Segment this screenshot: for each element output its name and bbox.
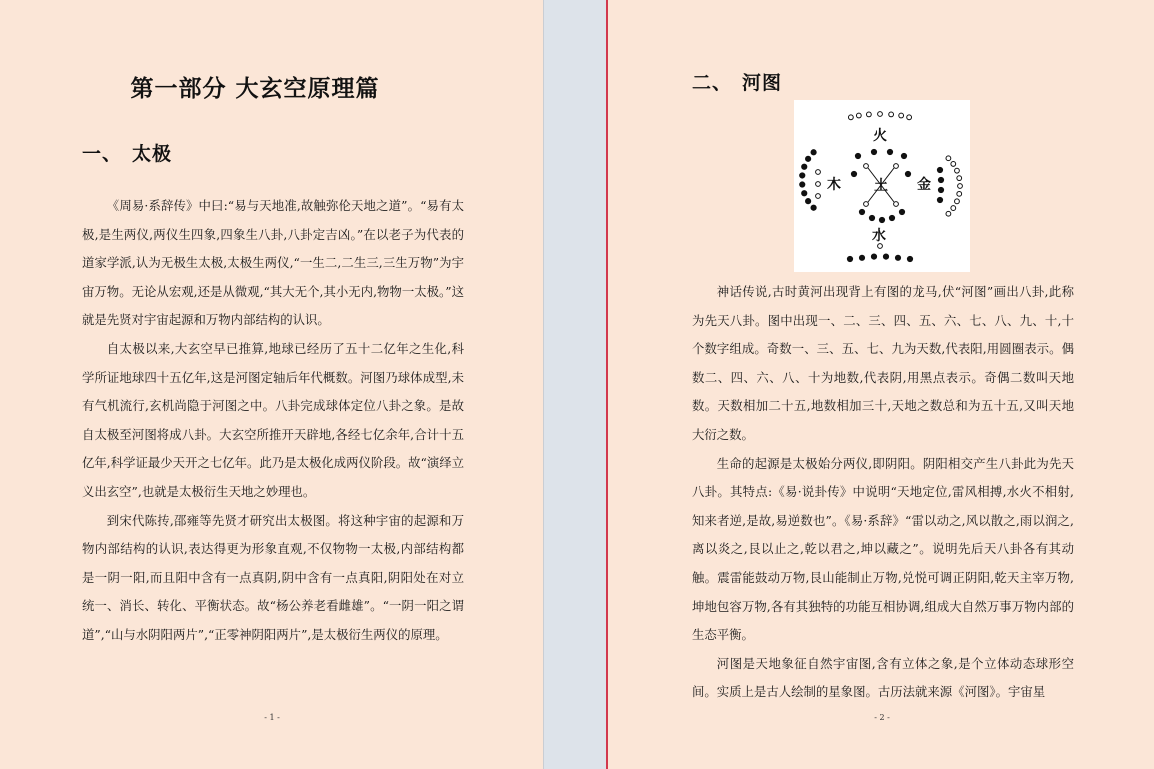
open-dot bbox=[864, 164, 869, 169]
filled-dot bbox=[851, 171, 856, 176]
page-number: - 2 - bbox=[874, 713, 890, 722]
paragraph: 神话传说,古时黄河出现背上有图的龙马,伏“河图”画出八卦,此称为先天八卦。图中出现一、二、三、四、五、六、七、八、九、十,十个数字组成。奇数一、三、五、七、九为天数,代表阳,用圆圈表示。偶数二、四、六、八、十为地数,代表阴,用黑点表示。奇偶二数叫天地数。天数相加二十五,地数相加三十,天地之数总和为五十五,又叫天地大衍之数。 bbox=[692, 284, 1074, 442]
filled-dot bbox=[905, 171, 910, 176]
filled-dot bbox=[855, 153, 860, 158]
open-dot bbox=[848, 115, 853, 120]
filled-dot bbox=[800, 182, 805, 187]
open-dot bbox=[946, 156, 951, 161]
open-dot bbox=[878, 112, 883, 117]
open-dot bbox=[878, 244, 883, 249]
section-heading-taiji bbox=[82, 139, 172, 166]
open-dot bbox=[951, 206, 956, 211]
open-dot bbox=[856, 113, 861, 118]
open-dot bbox=[957, 191, 962, 196]
filled-dot bbox=[859, 255, 864, 260]
part-title: 第一部分 大玄空原理篇 bbox=[130, 75, 380, 102]
paragraph: 生命的起源是太极始分两仪,即阴阳。阴阳相交产生八卦此为先天八卦。其特点:《易·说卦传》中说明“天地定位,雷风相搏,水火不相射,知来者逆,是故,易逆数也”。《易·系辞》“雷以动之,风以散之,雨以润之,离以炎之,艮以止之,乾以君之,坤以藏之”。说明先后天八卦各有其动触。震雷能鼓动万物,艮山能制止万物,兑悦可调正阴阳,乾天主宰万物,坤地包容万物,各有其独特的功能互相协调,组成大自然万事万物内部的生态平衡。 bbox=[692, 455, 1074, 643]
filled-dot bbox=[811, 150, 816, 155]
filled-dot bbox=[800, 173, 805, 178]
open-dot bbox=[907, 115, 912, 120]
paragraph: 到宋代陈抟,邵雍等先贤才研究出太极图。将这种宇宙的起源和万物内部结构的认识,表达得更为形象直观,不仅物物一太极,内部结构都是一阴一阳,而且阳中含有一点真阴,阴中含有一点真阳,阴阳处在对立统一、消长、转化、平衡状态。故“杨公养老看雌雄”。“一阴一阳之谓道”,“山与水阴阳两片”,“正零神阴阳两片”,是太极衍生两仪的原理。 bbox=[82, 512, 464, 642]
filled-dot bbox=[806, 199, 811, 204]
label-earth: 土 bbox=[874, 178, 888, 194]
filled-dot bbox=[938, 177, 943, 182]
body-text bbox=[82, 192, 464, 650]
paragraph: 河图是天地象征自然宇宙图,含有立体之象,是个立体动态球形空间。实质上是古人绘制的星象图。古历法就来源《河图》。宇宙星 bbox=[692, 655, 1074, 700]
hetu-diagram bbox=[794, 100, 970, 272]
open-dot bbox=[946, 211, 951, 216]
filled-dot bbox=[802, 191, 807, 196]
filled-dot bbox=[889, 215, 894, 220]
filled-dot bbox=[802, 164, 807, 169]
section-title: 河图 bbox=[742, 72, 783, 94]
section-number: 一、 bbox=[82, 143, 123, 165]
filled-dot bbox=[879, 217, 884, 222]
open-dot bbox=[899, 113, 904, 118]
open-dot bbox=[894, 164, 899, 169]
filled-dot bbox=[859, 209, 864, 214]
filled-dot bbox=[887, 149, 892, 154]
open-dot bbox=[816, 194, 821, 199]
open-dot bbox=[957, 176, 962, 181]
filled-dot bbox=[937, 197, 942, 202]
label-fire: 火 bbox=[873, 128, 887, 144]
filled-dot bbox=[883, 254, 888, 259]
filled-dot bbox=[899, 209, 904, 214]
filled-dot bbox=[806, 156, 811, 161]
open-dot bbox=[951, 162, 956, 167]
filled-dot bbox=[869, 215, 874, 220]
open-dot bbox=[894, 202, 899, 207]
open-dot bbox=[816, 170, 821, 175]
filled-dot bbox=[938, 187, 943, 192]
hetu-diagram-svg bbox=[794, 100, 970, 272]
label-wood: 木 bbox=[827, 177, 841, 193]
filled-dot bbox=[871, 254, 876, 259]
section-number: 二、 bbox=[692, 72, 733, 94]
open-dot bbox=[866, 112, 871, 117]
label-water: 水 bbox=[872, 228, 886, 244]
paragraph: 《周易·系辞传》中曰:“易与天地准,故触弥伦天地之道”。“易有太极,是生两仪,两仪生四象,四象生八卦,八卦定吉凶。”在以老子为代表的道家学派,认为无极生太极,太极生两仪,“一生二,二生三,三生万物”为宇宙万物。无论从宏观,还是从微观,“其大无个,其小无内,物物一太极。”这就是先贤对宇宙起源和万物内部结构的认识。 bbox=[82, 198, 464, 328]
filled-dot bbox=[901, 153, 906, 158]
filled-dot bbox=[895, 255, 900, 260]
section-heading-hetu bbox=[692, 68, 782, 95]
open-dot bbox=[889, 112, 894, 117]
filled-dot bbox=[811, 205, 816, 210]
filled-dot bbox=[847, 256, 852, 261]
open-dot bbox=[955, 168, 960, 173]
filled-dot bbox=[907, 256, 912, 261]
body-text bbox=[692, 278, 1074, 707]
label-metal: 金 bbox=[917, 177, 931, 193]
open-dot bbox=[958, 184, 963, 189]
open-dot bbox=[816, 182, 821, 187]
open-dot bbox=[864, 202, 869, 207]
paragraph: 自太极以来,大玄空早已推算,地球已经历了五十二亿年之生化,科学所证地球四十五亿年,这是河图定轴后年代概数。河图乃球体成型,未有气机流行,玄机尚隐于河图之中。八卦完成球体定位八卦之象。是故自太极至河图将成八卦。大玄空所推开天辟地,各经七亿余年,合计十五亿年,科学证最少天开之七亿年。此乃是太极化成两仪阶段。故“演绎立义出玄空”,也就是太极衍生天地之妙理也。 bbox=[82, 340, 464, 499]
filled-dot bbox=[937, 167, 942, 172]
document-page-2 bbox=[606, 0, 1154, 769]
open-dot bbox=[955, 199, 960, 204]
document-page-1 bbox=[0, 0, 544, 769]
page-number: - 1 - bbox=[264, 713, 280, 722]
filled-dot bbox=[871, 149, 876, 154]
section-title: 太极 bbox=[132, 143, 173, 165]
